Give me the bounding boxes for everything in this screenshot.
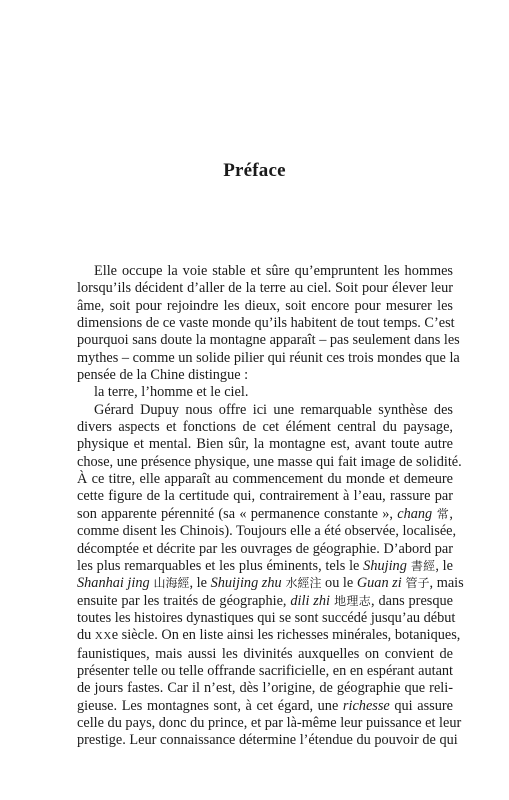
text-segment: faunistiques, mais aussi les divinités auxquelles on convient de: [77, 645, 453, 662]
text-line: [77, 263, 453, 280]
text-segment: ou le: [321, 575, 357, 592]
preface-body: [77, 263, 464, 750]
text-segment: mythes – comme un solide pilier qui réunit ces trois mondes que la: [77, 349, 460, 366]
text-line: [77, 714, 462, 732]
chinese-characters: 地理志: [330, 593, 372, 608]
text-line: [77, 367, 453, 384]
text-line: [77, 384, 453, 401]
italic-term: dili zhi: [290, 592, 330, 609]
text-segment: À ce titre, elle apparaît au commencement du monde et demeure: [77, 471, 453, 488]
text-segment: âme, soit pour rejoindre les dieux, soit encore pour mesurer les: [77, 297, 453, 314]
text-line: [77, 593, 453, 610]
text-segment: du: [77, 627, 95, 644]
text-segment: e siècle. On en liste ainsi les richesses minérales, botaniques,: [111, 627, 461, 644]
text-line: [77, 453, 462, 471]
text-segment: ,: [449, 505, 453, 522]
text-segment: ensuite par les traités de géographie,: [77, 592, 291, 609]
text-line: [77, 349, 460, 367]
text-line: [77, 402, 453, 419]
text-segment: qui assure: [389, 697, 453, 714]
text-segment: physique et mental. Bien sûr, la montagne est, avant toute autre: [77, 436, 453, 453]
text-segment: prestige. Leur connaissance détermine l’étendue du pouvoir de qui: [77, 732, 458, 749]
text-line: [77, 471, 453, 488]
text-line: [77, 488, 453, 505]
chinese-characters: 常: [432, 506, 450, 521]
text-segment: décomptée et décrite par les ouvrages de géographie. D’abord par: [77, 540, 453, 557]
chinese-characters: 管子: [401, 576, 430, 591]
text-segment: son apparente pérennité (sa « permanence constante »,: [77, 505, 398, 522]
text-line: [77, 627, 461, 645]
text-line: [77, 280, 453, 297]
text-line: [77, 419, 453, 436]
text-segment: , mais: [429, 575, 464, 592]
text-segment: Elle occupe la voie stable et sûre qu’empruntent les hommes: [94, 263, 453, 279]
italic-term: Shuijing zhu: [210, 575, 282, 592]
text-segment: pensée de la Chine distingue :: [77, 367, 249, 384]
text-segment: dimensions de ce vaste monde qu’ils habitent de tout temps. C’est: [77, 315, 455, 332]
text-line: [77, 609, 456, 627]
text-segment: celle du pays, donc du prince, et par là-même leur puissance et leur: [77, 714, 462, 731]
text-segment: présenter telle ou telle offrande sacrificielle, en en espérant autant: [77, 662, 454, 679]
page-title: Préface: [223, 160, 286, 181]
text-segment: de jours fastes. Car il n’est, dès l’origine, de géographie que reli-: [77, 680, 453, 697]
text-segment: cette figure de la certitude qui, contrairement à l’eau, rassure par: [77, 488, 453, 505]
text-segment: divers aspects et fonctions de cet élément central du paysage,: [77, 419, 453, 436]
text-segment: chose, une présence physique, une masse qui fait image de solidité.: [77, 453, 462, 470]
chinese-characters: 水經注: [281, 576, 322, 591]
text-segment: lorsqu’ils décident d’aller de la terre au ciel. Soit pour élever leur: [77, 280, 453, 297]
text-line: [77, 315, 453, 332]
text-segment: les plus remarquables et les plus éminents, tels le: [77, 557, 364, 574]
text-line: [77, 646, 453, 663]
text-segment: gieuse. Les montagnes sont, à cet égard, une: [77, 697, 343, 714]
text-segment: pourquoi sans doute la montagne apparaît – pas seulement dans les: [77, 332, 460, 349]
text-segment: XX: [94, 630, 112, 643]
text-segment: , dans presque: [371, 592, 453, 609]
text-line: [77, 575, 464, 592]
text-line: [77, 663, 453, 680]
text-segment: Gérard Dupuy nous offre ici une remarquable synthèse des: [94, 401, 453, 418]
text-line: [77, 332, 460, 349]
text-segment: comme disent les Chinois). Toujours elle a été observée, localisée,: [77, 523, 457, 540]
italic-term: richesse: [342, 697, 390, 714]
text-segment: , le: [189, 575, 211, 592]
text-line: [77, 698, 453, 715]
text-line: [77, 523, 457, 540]
text-segment: toutes les histoires dynastiques qui se sont succédé jusqu’au début: [77, 609, 456, 626]
italic-term: Guan zi: [356, 575, 402, 592]
text-segment: , le: [435, 557, 453, 574]
text-line: [77, 680, 453, 697]
chinese-characters: 書經: [406, 558, 436, 573]
text-line: [77, 541, 453, 558]
text-line: [77, 436, 453, 453]
text-line: [77, 732, 458, 749]
chinese-characters: 山海經: [149, 576, 190, 591]
text-line: [77, 506, 453, 523]
italic-term: chang: [397, 505, 433, 522]
italic-term: Shujing: [363, 557, 407, 574]
text-segment: la terre, l’homme et le ciel.: [94, 384, 249, 401]
italic-term: Shanhai jing: [77, 575, 150, 592]
text-line: [77, 558, 453, 575]
text-line: [77, 298, 453, 315]
